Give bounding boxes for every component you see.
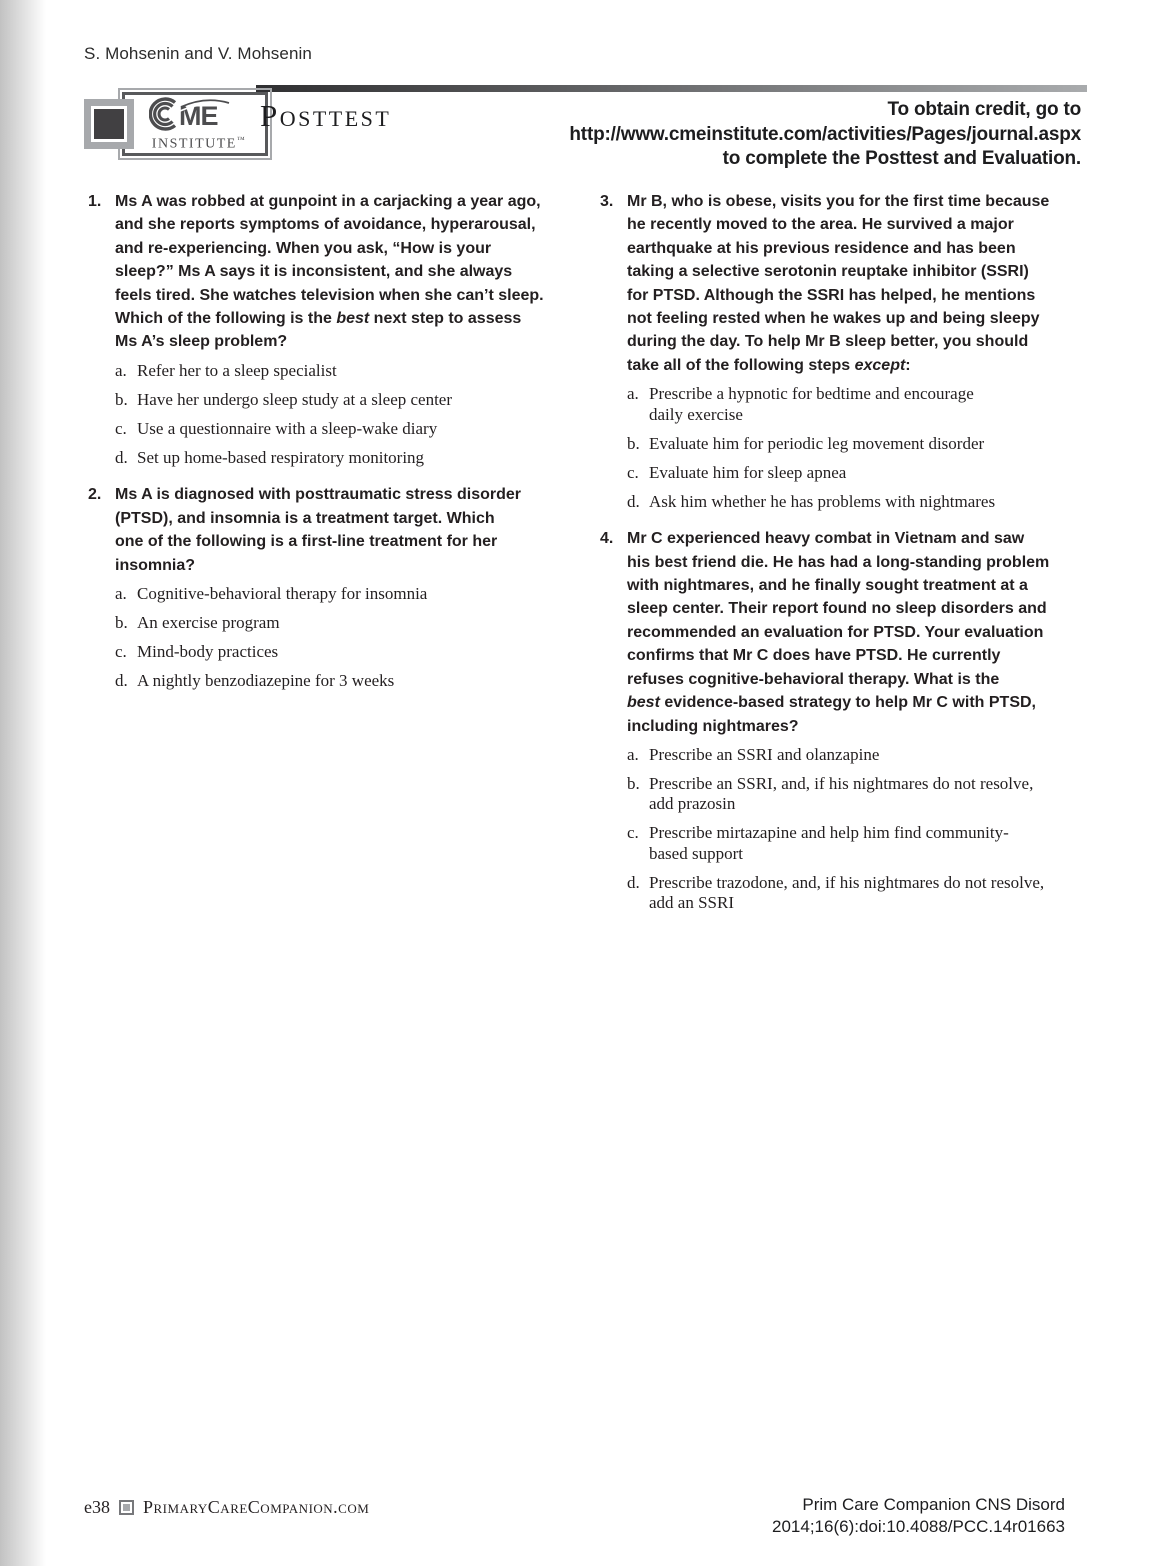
option-text (137, 419, 437, 440)
question-text-line: (PTSD), and insomnia is a treatment target. Which (115, 509, 495, 527)
option-text-line: A nightly benzodiazepine for 3 weeks (137, 670, 395, 690)
answer-option (115, 642, 558, 663)
option-letter: b. (115, 389, 128, 409)
option-letter: d. (115, 447, 128, 467)
question-text-line: Which of the following is the best next step to assess (115, 310, 522, 328)
answer-options (600, 384, 1086, 512)
option-text (137, 448, 424, 469)
question (88, 483, 558, 691)
option-text (137, 613, 280, 634)
option-text-line: add an SSRI (649, 893, 734, 913)
question-text (627, 527, 1086, 738)
credit-note-url: http://www.cmeinstitute.com/activities/Pages/journal.aspx (569, 123, 1081, 145)
option-letter: c. (627, 823, 639, 843)
question-stem (600, 527, 1086, 738)
cme-logo-institute-label: INSTITUTE™ (151, 135, 247, 152)
footer-citation (772, 1494, 1065, 1538)
option-text-line: Refer her to a sleep specialist (137, 360, 337, 380)
option-text-line: based support (649, 843, 743, 863)
question-text-line: and she reports symptoms of avoidance, hyperarousal, (115, 216, 536, 234)
option-text-line: Prescribe an SSRI and olanzapine (649, 744, 880, 764)
question (600, 527, 1086, 914)
question-text-line: best evidence-based strategy to help Mr C with PTSD, (627, 694, 1036, 712)
journal-doi: 2014;16(6):doi:10.4088/PCC.14r01663 (772, 1517, 1065, 1536)
question-text-line: his best friend die. He has had a long-standing problem (627, 553, 1050, 571)
answer-option (627, 873, 1086, 914)
option-text (649, 384, 974, 425)
option-text-line: add prazosin (649, 794, 736, 814)
answer-option (115, 419, 558, 440)
question (88, 190, 558, 468)
questions-column-left (88, 190, 558, 706)
question-text-line: take all of the following steps except: (627, 356, 911, 374)
answer-option (627, 434, 1086, 455)
question-text-line: one of the following is a first-line treatment for her (115, 533, 498, 551)
answer-option (627, 745, 1086, 766)
answer-option (115, 671, 558, 692)
question-text-line: for PTSD. Although the SSRI has helped, he mentions (627, 286, 1036, 304)
option-letter: c. (115, 641, 127, 661)
option-text (649, 745, 879, 766)
answer-options (88, 361, 558, 469)
question (600, 190, 1086, 512)
square-bullet-icon (119, 1500, 134, 1515)
option-text (137, 361, 337, 382)
question-text (627, 190, 1086, 377)
footer-left (84, 1497, 369, 1518)
cme-logo-box (122, 92, 268, 156)
option-text-line: Evaluate him for sleep apnea (649, 462, 847, 482)
option-text-line: Cognitive-behavioral therapy for insomnia (137, 583, 428, 603)
credit-note (461, 98, 1081, 172)
option-letter: c. (115, 418, 127, 438)
answer-options (600, 745, 1086, 914)
option-text (649, 492, 995, 513)
question-text-line: Ms A was robbed at gunpoint in a carjacking a year ago, (115, 193, 541, 210)
option-text-line: Use a questionnaire with a sleep-wake diary (137, 418, 438, 438)
question-text-line: refuses cognitive-behavioral therapy. What is the (627, 670, 1000, 688)
option-letter: d. (627, 491, 640, 511)
option-letter: a. (115, 583, 127, 603)
questions-column-right (600, 190, 1086, 929)
answer-option (627, 823, 1086, 864)
credit-note-line: to complete the Posttest and Evaluation. (722, 148, 1081, 169)
option-letter: b. (115, 612, 128, 632)
question-number: 1. (88, 193, 102, 210)
option-letter: a. (115, 360, 127, 380)
option-text-line: Prescribe trazodone, and, if his nightmares do not resolve, (649, 872, 1045, 892)
option-text-line: Prescribe a hypnotic for bedtime and encourage (649, 384, 974, 404)
cme-logo-me-text: ME (179, 101, 218, 132)
question-text-line: Mr B, who is obese, visits you for the first time because (627, 193, 1050, 210)
question-text-line: with nightmares, and he finally sought treatment at a (627, 577, 1028, 595)
question-number: 2. (88, 486, 102, 504)
answer-option (627, 463, 1086, 484)
option-text-line: Evaluate him for periodic leg movement disorder (649, 433, 985, 453)
question-text-line: Ms A’s sleep problem? (115, 333, 288, 351)
masthead (84, 85, 1087, 185)
option-text-line: Have her undergo sleep study at a sleep center (137, 389, 453, 409)
option-text (137, 671, 394, 692)
option-text-line: Prescribe mirtazapine and help him find community- (649, 823, 1009, 843)
question-text-line: Mr C experienced heavy combat in Vietnam and saw (627, 530, 1025, 548)
option-text (649, 774, 1033, 815)
answer-option (115, 613, 558, 634)
question-text-line: insomnia? (115, 556, 196, 574)
option-text (137, 642, 278, 663)
option-text-line: Ask him whether he has problems with nightmares (649, 491, 996, 511)
question-text-line: confirms that Mr C does have PTSD. He currently (627, 647, 1001, 665)
option-text (649, 823, 1009, 864)
answer-option (115, 584, 558, 605)
option-text (137, 584, 427, 605)
cme-institute-logo (84, 92, 268, 156)
question-text-line: taking a selective serotonin reuptake inhibitor (SSRI) (627, 263, 1029, 281)
question-text-line: including nightmares? (627, 717, 799, 735)
option-letter: c. (627, 462, 639, 482)
answer-option (115, 448, 558, 469)
option-text (649, 873, 1044, 914)
answer-option (627, 384, 1086, 425)
question-text-line: during the day. To help Mr B sleep better, you should (627, 333, 1029, 351)
question-stem (88, 483, 558, 577)
question-text-line: recommended an evaluation for PTSD. Your evaluation (627, 623, 1044, 641)
option-text (649, 463, 846, 484)
option-text-line: Set up home-based respiratory monitoring (137, 447, 425, 467)
running-head: S. Mohsenin and V. Mohsenin (84, 44, 312, 63)
answer-option (627, 774, 1086, 815)
question-text-line: he recently moved to the area. He survived a major (627, 216, 1014, 234)
question-text (115, 190, 558, 354)
question-number: 3. (600, 193, 614, 210)
option-letter: d. (627, 872, 640, 892)
question-text-line: not feeling rested when he wakes up and being sleepy (627, 310, 1040, 328)
journal-name: Prim Care Companion CNS Disord (802, 1495, 1065, 1514)
answer-options (88, 584, 558, 692)
option-text-line: Prescribe an SSRI, and, if his nightmares do not resolve, (649, 773, 1034, 793)
option-text-line: An exercise program (137, 612, 280, 632)
page-footer (84, 1494, 1086, 1544)
page-edge-shadow (0, 0, 46, 1566)
question-text-line: and re-experiencing. When you ask, “How is your (115, 239, 492, 257)
question-number: 4. (600, 530, 614, 548)
question-text-line: sleep?” Ms A says it is inconsistent, and she always (115, 263, 513, 281)
option-letter: d. (115, 670, 128, 690)
option-letter: b. (627, 433, 640, 453)
page-number: e38 (84, 1497, 110, 1517)
cme-logo-square-icon (84, 99, 134, 149)
question-stem (600, 190, 1086, 377)
option-text (649, 434, 984, 455)
section-title: Posttest (260, 98, 392, 133)
answer-option (115, 361, 558, 382)
gradient-rule (256, 85, 1087, 92)
answer-option (115, 390, 558, 411)
cme-logo-mark-icon (149, 96, 249, 132)
option-letter: b. (627, 773, 640, 793)
option-letter: a. (627, 744, 639, 764)
option-text-line: Mind-body practices (137, 641, 279, 661)
footer-site-name: PrimaryCareCompanion.com (143, 1497, 370, 1517)
question-text-line: sleep center. Their report found no sleep disorders and (627, 600, 1047, 618)
question-stem (88, 190, 558, 354)
option-letter: a. (627, 384, 639, 404)
question-text (115, 483, 558, 577)
question-text-line: feels tired. She watches television when she can’t sleep. (115, 286, 544, 304)
answer-option (627, 492, 1086, 513)
questions-area (88, 190, 1086, 929)
credit-note-line: To obtain credit, go to (887, 99, 1081, 120)
question-text-line: earthquake at his previous residence and has been (627, 239, 1016, 257)
option-text (137, 390, 452, 411)
question-text-line: Ms A is diagnosed with posttraumatic stress disorder (115, 486, 522, 504)
option-text-line: daily exercise (649, 404, 743, 424)
